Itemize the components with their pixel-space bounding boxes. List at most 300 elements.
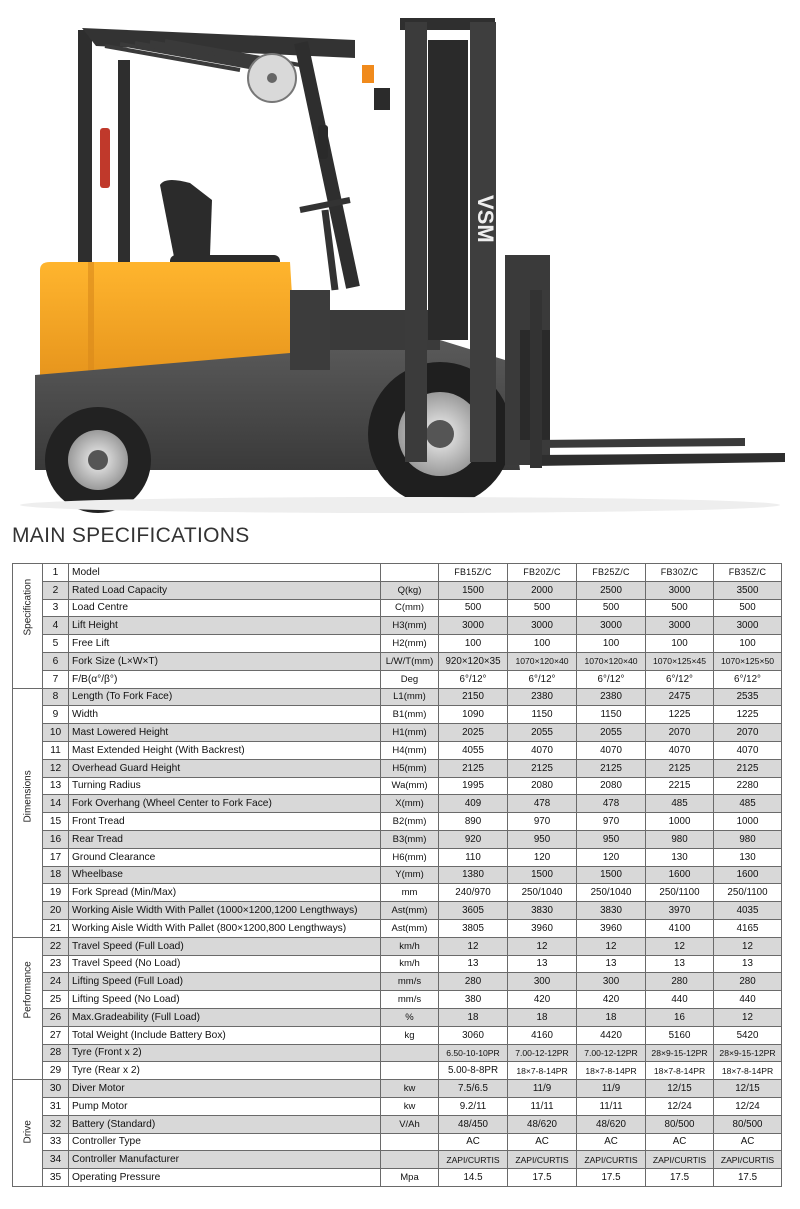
row-value: 2055 <box>508 724 577 742</box>
row-item: Mast Lowered Height <box>69 724 381 742</box>
group-label <box>13 937 43 1079</box>
row-value: 110 <box>439 848 508 866</box>
row-item: Operating Pressure <box>69 1169 381 1187</box>
row-number: 21 <box>43 919 69 937</box>
row-item: Working Aisle Width With Pallet (1000×1200,1200 Lengthways) <box>69 902 381 920</box>
row-value: 3000 <box>714 617 782 635</box>
row-unit: C(mm) <box>381 599 439 617</box>
row-value: 120 <box>508 848 577 866</box>
row-number: 34 <box>43 1151 69 1169</box>
row-value: 100 <box>714 635 782 653</box>
row-value: 1500 <box>439 581 508 599</box>
row-value: AC <box>508 1133 577 1151</box>
row-value: 18×7-8-14PR <box>646 1062 714 1080</box>
row-item: Load Centre <box>69 599 381 617</box>
row-value: 4035 <box>714 902 782 920</box>
row-value: FB20Z/C <box>508 564 577 582</box>
row-value: 6°/12° <box>714 670 782 688</box>
table-row <box>13 795 782 813</box>
row-item: Mast Extended Height (With Backrest) <box>69 741 381 759</box>
row-value: 500 <box>577 599 646 617</box>
row-item: Width <box>69 706 381 724</box>
row-number: 25 <box>43 991 69 1009</box>
row-number: 17 <box>43 848 69 866</box>
row-number: 35 <box>43 1169 69 1187</box>
row-value: 12 <box>508 937 577 955</box>
row-value: 920 <box>439 830 508 848</box>
row-unit: Wa(mm) <box>381 777 439 795</box>
row-value: 3500 <box>714 581 782 599</box>
row-item: Diver Motor <box>69 1080 381 1098</box>
row-number: 27 <box>43 1026 69 1044</box>
row-value: 6.50-10-10PR <box>439 1044 508 1062</box>
row-value: 2150 <box>439 688 508 706</box>
row-value: 5160 <box>646 1026 714 1044</box>
row-value: 3000 <box>646 581 714 599</box>
row-value: 300 <box>508 973 577 991</box>
row-item: Turning Radius <box>69 777 381 795</box>
row-value: 3960 <box>577 919 646 937</box>
row-value: 1600 <box>646 866 714 884</box>
row-item: Wheelbase <box>69 866 381 884</box>
row-number: 29 <box>43 1062 69 1080</box>
row-value: 11/9 <box>577 1080 646 1098</box>
row-value: 1225 <box>646 706 714 724</box>
row-value: 1500 <box>508 866 577 884</box>
row-value: 100 <box>577 635 646 653</box>
row-value: 18 <box>577 1008 646 1026</box>
row-value: 250/1040 <box>577 884 646 902</box>
row-value: 13 <box>439 955 508 973</box>
row-value: 2475 <box>646 688 714 706</box>
row-unit: B3(mm) <box>381 830 439 848</box>
row-item: Front Tread <box>69 813 381 831</box>
table-row <box>13 670 782 688</box>
table-row <box>13 830 782 848</box>
row-value: 485 <box>646 795 714 813</box>
row-value: 3060 <box>439 1026 508 1044</box>
row-value: 2070 <box>646 724 714 742</box>
table-row <box>13 973 782 991</box>
table-row <box>13 937 782 955</box>
spec-table <box>12 563 782 1187</box>
row-value: 12/15 <box>646 1080 714 1098</box>
row-value: 2070 <box>714 724 782 742</box>
row-number: 13 <box>43 777 69 795</box>
row-value: 1380 <box>439 866 508 884</box>
row-value: 4420 <box>577 1026 646 1044</box>
row-value: 4160 <box>508 1026 577 1044</box>
row-value: 3000 <box>439 617 508 635</box>
row-value: ZAPI/CURTIS <box>508 1151 577 1169</box>
row-number: 26 <box>43 1008 69 1026</box>
row-value: ZAPI/CURTIS <box>439 1151 508 1169</box>
row-number: 4 <box>43 617 69 635</box>
row-value: 18×7-8-14PR <box>508 1062 577 1080</box>
row-value: 100 <box>439 635 508 653</box>
row-value: 380 <box>439 991 508 1009</box>
row-value: 2215 <box>646 777 714 795</box>
row-value: 500 <box>439 599 508 617</box>
row-value: 4100 <box>646 919 714 937</box>
row-value: 14.5 <box>439 1169 508 1187</box>
row-unit: kw <box>381 1080 439 1098</box>
row-value: 478 <box>508 795 577 813</box>
row-value: 3970 <box>646 902 714 920</box>
row-value: 48/450 <box>439 1115 508 1133</box>
row-value: 890 <box>439 813 508 831</box>
row-value: 4070 <box>508 741 577 759</box>
row-value: 12 <box>714 1008 782 1026</box>
row-value: 3000 <box>646 617 714 635</box>
row-value: 440 <box>646 991 714 1009</box>
row-value: 12 <box>439 937 508 955</box>
row-value: 2025 <box>439 724 508 742</box>
row-value: 12 <box>577 937 646 955</box>
row-unit: kg <box>381 1026 439 1044</box>
table-row <box>13 581 782 599</box>
row-unit <box>381 1133 439 1151</box>
row-value: 1070×125×50 <box>714 652 782 670</box>
row-value: 12 <box>646 937 714 955</box>
row-unit: mm <box>381 884 439 902</box>
row-value: ZAPI/CURTIS <box>577 1151 646 1169</box>
row-number: 9 <box>43 706 69 724</box>
row-value: AC <box>439 1133 508 1151</box>
row-value: FB30Z/C <box>646 564 714 582</box>
row-unit: % <box>381 1008 439 1026</box>
table-row <box>13 777 782 795</box>
row-value: 2125 <box>508 759 577 777</box>
row-value: 7.00-12-12PR <box>508 1044 577 1062</box>
row-value: 2380 <box>577 688 646 706</box>
group-label <box>13 1080 43 1187</box>
row-value: 2000 <box>508 581 577 599</box>
row-item: Total Weight (Include Battery Box) <box>69 1026 381 1044</box>
table-row <box>13 688 782 706</box>
row-unit: Ast(mm) <box>381 919 439 937</box>
table-row <box>13 1151 782 1169</box>
row-value: 1600 <box>714 866 782 884</box>
row-item: Fork Size (L×W×T) <box>69 652 381 670</box>
row-value: 13 <box>714 955 782 973</box>
row-number: 5 <box>43 635 69 653</box>
row-unit <box>381 1062 439 1080</box>
row-value: 500 <box>714 599 782 617</box>
row-value: 18 <box>508 1008 577 1026</box>
row-unit: Y(mm) <box>381 866 439 884</box>
table-row <box>13 848 782 866</box>
row-value: 4070 <box>714 741 782 759</box>
row-value: 6°/12° <box>439 670 508 688</box>
table-row <box>13 1026 782 1044</box>
row-unit <box>381 564 439 582</box>
row-value: AC <box>646 1133 714 1151</box>
row-item: Rated Load Capacity <box>69 581 381 599</box>
row-value: 4055 <box>439 741 508 759</box>
row-value: 250/1040 <box>508 884 577 902</box>
row-item: Travel Speed (Full Load) <box>69 937 381 955</box>
row-value: 48/620 <box>577 1115 646 1133</box>
row-value: 485 <box>714 795 782 813</box>
row-value: 1090 <box>439 706 508 724</box>
group-label <box>13 688 43 937</box>
row-value: 1500 <box>577 866 646 884</box>
table-row <box>13 955 782 973</box>
row-value: 100 <box>508 635 577 653</box>
row-unit: X(mm) <box>381 795 439 813</box>
row-value: 1000 <box>646 813 714 831</box>
row-item: Overhead Guard Height <box>69 759 381 777</box>
table-row <box>13 759 782 777</box>
row-unit: H3(mm) <box>381 617 439 635</box>
row-value: 18×7-8-14PR <box>714 1062 782 1080</box>
row-value: 2280 <box>714 777 782 795</box>
table-row <box>13 1062 782 1080</box>
row-number: 31 <box>43 1097 69 1115</box>
row-number: 8 <box>43 688 69 706</box>
page-title: MAIN SPECIFICATIONS <box>12 524 250 547</box>
row-value: 3000 <box>508 617 577 635</box>
row-number: 32 <box>43 1115 69 1133</box>
row-value: 950 <box>508 830 577 848</box>
row-value: 12/15 <box>714 1080 782 1098</box>
table-row <box>13 1044 782 1062</box>
row-value: 80/500 <box>646 1115 714 1133</box>
row-unit: V/Ah <box>381 1115 439 1133</box>
row-item: Model <box>69 564 381 582</box>
row-value: 440 <box>714 991 782 1009</box>
row-value: 2380 <box>508 688 577 706</box>
row-number: 20 <box>43 902 69 920</box>
row-unit <box>381 1044 439 1062</box>
row-value: 920×120×35 <box>439 652 508 670</box>
row-item: Working Aisle Width With Pallet (800×1200,800 Lengthways) <box>69 919 381 937</box>
row-value: 13 <box>508 955 577 973</box>
row-value: 4165 <box>714 919 782 937</box>
row-value: 420 <box>508 991 577 1009</box>
row-value: 280 <box>714 973 782 991</box>
row-number: 23 <box>43 955 69 973</box>
row-item: Lifting Speed (No Load) <box>69 991 381 1009</box>
row-value: 2500 <box>577 581 646 599</box>
row-number: 15 <box>43 813 69 831</box>
row-value: FB25Z/C <box>577 564 646 582</box>
row-item: Fork Spread (Min/Max) <box>69 884 381 902</box>
table-row <box>13 741 782 759</box>
row-value: 9.2/11 <box>439 1097 508 1115</box>
row-value: 250/1100 <box>714 884 782 902</box>
row-value: 3960 <box>508 919 577 937</box>
row-item: Free Lift <box>69 635 381 653</box>
row-number: 28 <box>43 1044 69 1062</box>
group-label-text: Dimensions <box>22 770 33 823</box>
row-item: Rear Tread <box>69 830 381 848</box>
row-number: 1 <box>43 564 69 582</box>
row-value: 13 <box>577 955 646 973</box>
row-number: 12 <box>43 759 69 777</box>
row-value: 2080 <box>577 777 646 795</box>
row-item: Travel Speed (No Load) <box>69 955 381 973</box>
row-value: 18 <box>439 1008 508 1026</box>
row-value: FB15Z/C <box>439 564 508 582</box>
row-unit: km/h <box>381 937 439 955</box>
group-label-text: Drive <box>22 1119 33 1143</box>
row-value: 12 <box>714 937 782 955</box>
table-row <box>13 884 782 902</box>
row-unit: km/h <box>381 955 439 973</box>
row-unit: H5(mm) <box>381 759 439 777</box>
row-value: 478 <box>577 795 646 813</box>
row-value: 280 <box>439 973 508 991</box>
group-label <box>13 564 43 689</box>
table-row <box>13 1008 782 1026</box>
row-unit: Deg <box>381 670 439 688</box>
row-value: 500 <box>646 599 714 617</box>
row-value: 130 <box>646 848 714 866</box>
row-value: 11/11 <box>508 1097 577 1115</box>
table-row <box>13 1115 782 1133</box>
row-value: 4070 <box>646 741 714 759</box>
row-value: 7.00-12-12PR <box>577 1044 646 1062</box>
row-unit: mm/s <box>381 991 439 1009</box>
row-number: 10 <box>43 724 69 742</box>
row-value: 17.5 <box>714 1169 782 1187</box>
row-value: 240/970 <box>439 884 508 902</box>
row-value: 28×9-15-12PR <box>646 1044 714 1062</box>
row-unit: H1(mm) <box>381 724 439 742</box>
row-number: 11 <box>43 741 69 759</box>
group-label-text: Performance <box>22 961 33 1019</box>
row-number: 14 <box>43 795 69 813</box>
row-value: 1150 <box>508 706 577 724</box>
row-value: 100 <box>646 635 714 653</box>
row-value: ZAPI/CURTIS <box>646 1151 714 1169</box>
row-value: 970 <box>508 813 577 831</box>
row-value: 950 <box>577 830 646 848</box>
row-number: 16 <box>43 830 69 848</box>
table-row <box>13 919 782 937</box>
row-item: Pump Motor <box>69 1097 381 1115</box>
row-value: 6°/12° <box>577 670 646 688</box>
svg-text:VSM: VSM <box>473 195 498 243</box>
row-item: Tyre (Rear x 2) <box>69 1062 381 1080</box>
row-item: Lift Height <box>69 617 381 635</box>
row-item: Length (To Fork Face) <box>69 688 381 706</box>
row-value: 2125 <box>714 759 782 777</box>
row-value: ZAPI/CURTIS <box>714 1151 782 1169</box>
table-row <box>13 706 782 724</box>
row-value: 11/9 <box>508 1080 577 1098</box>
row-value: 6°/12° <box>646 670 714 688</box>
row-item: Max.Gradeability (Full Load) <box>69 1008 381 1026</box>
row-unit: mm/s <box>381 973 439 991</box>
row-value: 5.00-8-8PR <box>439 1062 508 1080</box>
row-item: Tyre (Front x 2) <box>69 1044 381 1062</box>
row-number: 30 <box>43 1080 69 1098</box>
row-unit: L1(mm) <box>381 688 439 706</box>
table-row <box>13 1097 782 1115</box>
row-value: 1070×125×45 <box>646 652 714 670</box>
table-row <box>13 599 782 617</box>
row-value: 2125 <box>577 759 646 777</box>
row-value: 2055 <box>577 724 646 742</box>
row-unit: Q(kg) <box>381 581 439 599</box>
row-value: 1995 <box>439 777 508 795</box>
row-value: AC <box>714 1133 782 1151</box>
row-value: 13 <box>646 955 714 973</box>
row-value: 1070×120×40 <box>508 652 577 670</box>
row-value: 280 <box>646 973 714 991</box>
row-value: 12/24 <box>646 1097 714 1115</box>
row-item: Controller Manufacturer <box>69 1151 381 1169</box>
row-value: 3830 <box>508 902 577 920</box>
row-value: 5420 <box>714 1026 782 1044</box>
row-value: 420 <box>577 991 646 1009</box>
row-unit: B1(mm) <box>381 706 439 724</box>
row-value: 2125 <box>646 759 714 777</box>
row-value: 18×7-8-14PR <box>577 1062 646 1080</box>
row-value: 80/500 <box>714 1115 782 1133</box>
row-value: 120 <box>577 848 646 866</box>
row-unit: H6(mm) <box>381 848 439 866</box>
row-unit <box>381 1151 439 1169</box>
row-value: 16 <box>646 1008 714 1026</box>
table-row <box>13 1169 782 1187</box>
row-value: 3605 <box>439 902 508 920</box>
forklift-image <box>0 0 800 520</box>
row-number: 7 <box>43 670 69 688</box>
row-unit: kw <box>381 1097 439 1115</box>
row-value: 6°/12° <box>508 670 577 688</box>
row-number: 24 <box>43 973 69 991</box>
row-value: 130 <box>714 848 782 866</box>
row-value: 980 <box>714 830 782 848</box>
row-number: 3 <box>43 599 69 617</box>
row-value: 2535 <box>714 688 782 706</box>
row-item: Controller Type <box>69 1133 381 1151</box>
row-unit: Mpa <box>381 1169 439 1187</box>
table-row <box>13 1133 782 1151</box>
row-value: 300 <box>577 973 646 991</box>
row-unit: H4(mm) <box>381 741 439 759</box>
row-value: 28×9-15-12PR <box>714 1044 782 1062</box>
row-value: 17.5 <box>577 1169 646 1187</box>
row-unit: H2(mm) <box>381 635 439 653</box>
row-value: 500 <box>508 599 577 617</box>
group-label-text: Specification <box>22 579 33 636</box>
row-value: 3830 <box>577 902 646 920</box>
row-number: 2 <box>43 581 69 599</box>
row-item: Battery (Standard) <box>69 1115 381 1133</box>
row-value: 3000 <box>577 617 646 635</box>
row-value: FB35Z/C <box>714 564 782 582</box>
row-value: 970 <box>577 813 646 831</box>
row-number: 19 <box>43 884 69 902</box>
row-value: 980 <box>646 830 714 848</box>
row-value: 17.5 <box>508 1169 577 1187</box>
table-row <box>13 635 782 653</box>
table-row <box>13 813 782 831</box>
row-unit: B2(mm) <box>381 813 439 831</box>
table-row <box>13 1080 782 1098</box>
table-row <box>13 991 782 1009</box>
table-row <box>13 652 782 670</box>
row-unit: Ast(mm) <box>381 902 439 920</box>
row-value: 3805 <box>439 919 508 937</box>
row-value: 48/620 <box>508 1115 577 1133</box>
table-row <box>13 724 782 742</box>
